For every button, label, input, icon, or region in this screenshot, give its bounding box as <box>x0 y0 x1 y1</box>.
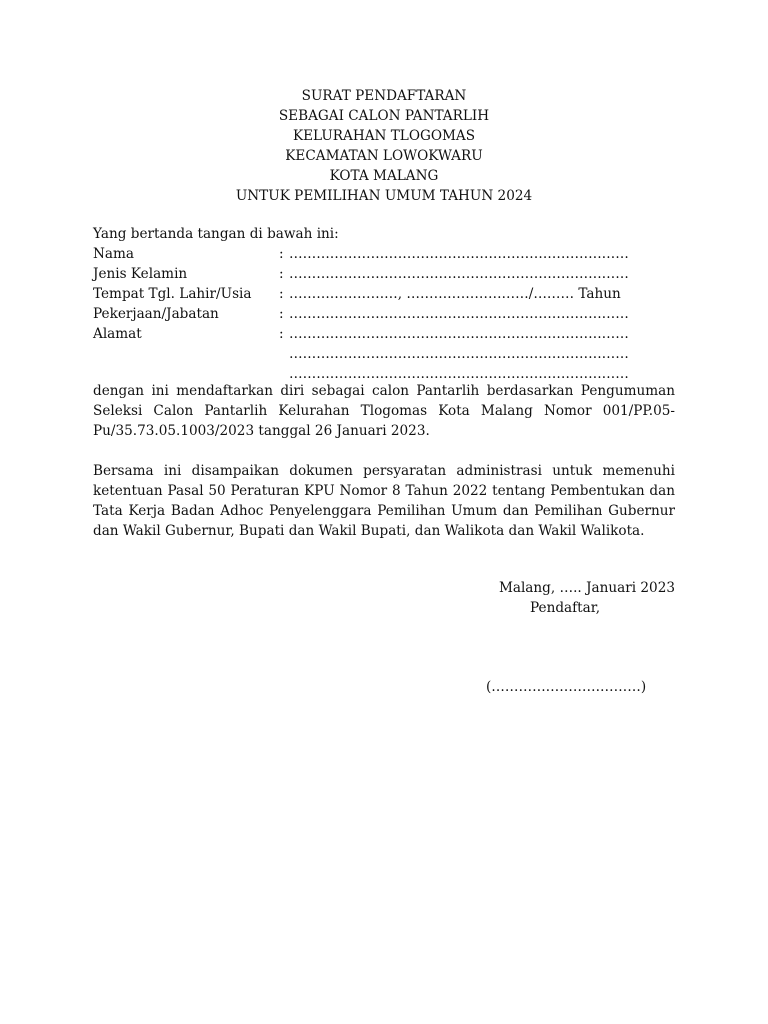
field-value-address-2: ………………………………………………………………… <box>289 346 629 362</box>
signature-name-placeholder: (……………………………) <box>486 679 647 695</box>
document-title <box>0 86 768 206</box>
requirements-paragraph: Bersama ini disampaikan dokumen persyaratan administrasi untuk memenuhi ketentuan Pasal 50 Peraturan KPU Nomor 8 Tahun 2022 tentang Pembentukan dan Tata Kerja Badan Adhoc Penyelenggara Pemilihan Umum dan Pemilihan Gubernur dan Wakil Gubernur, Bupati dan Wakil Bupati, dan Walikota dan Wakil Walikota. <box>93 463 675 539</box>
field-row-address-2 <box>93 344 675 364</box>
field-row-occupation <box>93 304 675 324</box>
field-row-gender <box>93 264 675 284</box>
field-row-address <box>93 324 675 344</box>
field-row-birth <box>93 284 675 304</box>
field-colon: : <box>279 266 284 282</box>
title-line-6: UNTUK PEMILIHAN UMUM TAHUN 2024 <box>235 188 533 204</box>
title-line-1: SURAT PENDAFTARAN <box>301 88 467 104</box>
field-label: Tempat Tgl. Lahir/Usia <box>93 286 252 302</box>
field-colon: : <box>279 306 284 322</box>
signature-place-date: Malang, ….. Januari 2023 <box>498 580 675 596</box>
registration-paragraph: dengan ini mendaftarkan diri sebagai calon Pantarlih berdasarkan Pengumuman Seleksi Calon Pantarlih Kelurahan Tlogomas Kota Malang Nomor 001/PP.05-Pu/35.73.05.1003/2023 tanggal 26 Januari 2023. <box>93 383 675 439</box>
field-colon: : <box>279 246 284 262</box>
field-value-gender: ………………………………………………………………… <box>289 266 629 282</box>
field-label <box>93 344 279 364</box>
field-colon: : <box>279 286 284 302</box>
intro-text: Yang bertanda tangan di bawah ini: <box>93 226 339 242</box>
field-label: Pekerjaan/Jabatan <box>93 306 219 322</box>
applicant-fields <box>93 244 675 384</box>
field-value-occupation: ………………………………………………………………… <box>289 306 629 322</box>
signature-role: Pendaftar, <box>530 600 601 616</box>
title-line-5: KOTA MALANG <box>329 168 439 184</box>
field-label: Nama <box>93 246 134 262</box>
field-value-birth: ……………………, ………………………/……… Tahun <box>289 286 621 302</box>
field-colon: : <box>279 326 284 342</box>
title-line-4: KECAMATAN LOWOKWARU <box>285 148 483 164</box>
field-row-name <box>93 244 675 264</box>
title-line-3: KELURAHAN TLOGOMAS <box>292 128 476 144</box>
title-line-2: SEBAGAI CALON PANTARLIH <box>278 108 490 124</box>
field-value-address-3: ………………………………………………………………… <box>289 366 629 382</box>
field-colon <box>279 344 289 364</box>
field-label: Alamat <box>93 326 142 342</box>
field-value-address: ………………………………………………………………… <box>289 326 629 342</box>
field-label: Jenis Kelamin <box>93 266 188 282</box>
field-value-name: ………………………………………………………………… <box>289 246 629 262</box>
